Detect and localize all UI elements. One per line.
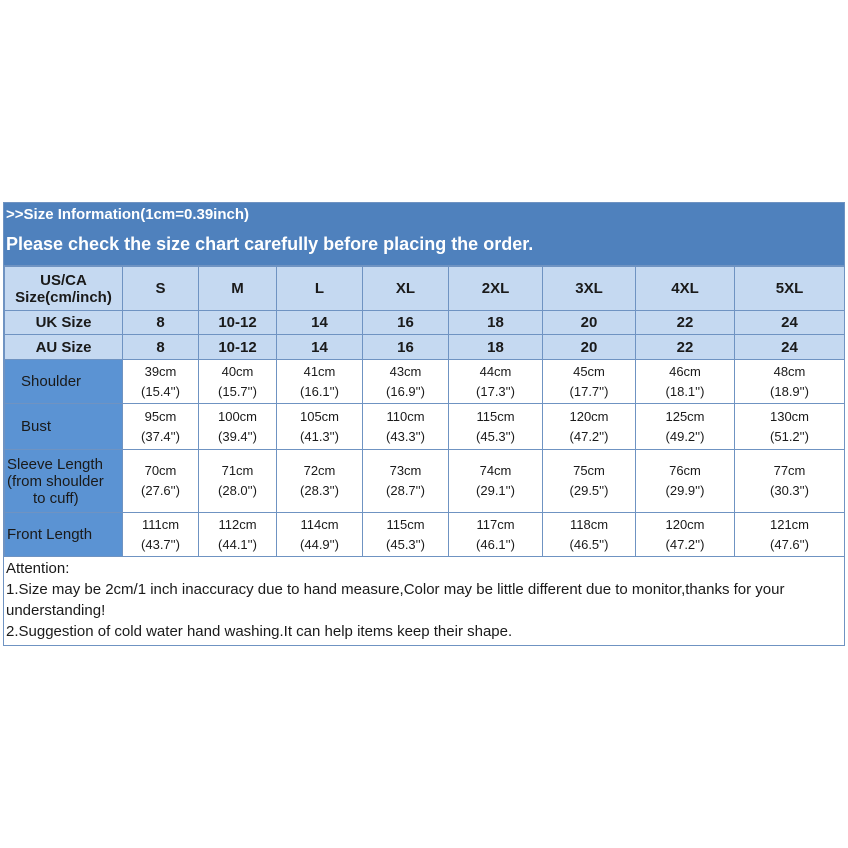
size-header-row xyxy=(5,311,845,335)
cm-value: 112cm xyxy=(218,516,257,532)
cm-value: 46cm xyxy=(669,363,701,379)
row-label xyxy=(5,267,123,311)
measurement-cell xyxy=(543,513,636,557)
size-table xyxy=(4,266,845,557)
size-value-cell: 8 xyxy=(123,311,199,335)
measurement-cell xyxy=(199,450,277,513)
measurement-cell xyxy=(449,360,543,404)
cm-value: 118cm xyxy=(569,516,609,532)
cm-value: 71cm xyxy=(221,463,254,478)
cm-value: 95cm xyxy=(144,408,177,424)
size-info-banner xyxy=(4,203,844,266)
inch-value: (45.3'') xyxy=(476,428,515,444)
measurement-label xyxy=(5,360,123,404)
measurement-cell xyxy=(363,404,449,450)
cm-value: 76cm xyxy=(669,463,701,478)
cm-value: 75cm xyxy=(573,463,605,478)
inch-value: (29.5'') xyxy=(569,483,609,498)
cm-value: 100cm xyxy=(217,408,258,424)
cm-value: 111cm xyxy=(141,516,180,532)
size-value-cell: 10-12 xyxy=(199,335,277,360)
inch-value: (47.2'') xyxy=(569,428,609,444)
row-label-line: AU Size xyxy=(35,338,92,356)
cm-value: 48cm xyxy=(773,363,806,379)
cm-value: 43cm xyxy=(389,363,422,379)
measurement-cell xyxy=(123,360,199,404)
inch-value: (18.1'') xyxy=(665,383,705,399)
measurement-cell xyxy=(449,404,543,450)
measurement-cell xyxy=(449,450,543,513)
cm-value: 41cm xyxy=(303,363,336,379)
cm-value: 45cm xyxy=(573,363,605,379)
measurement-cell xyxy=(735,360,845,404)
inch-value: (16.9'') xyxy=(386,383,425,399)
inch-value: (51.2'') xyxy=(770,428,809,444)
size-value-cell: 4XL xyxy=(636,267,735,311)
inch-value: (43.3'') xyxy=(386,428,425,444)
inch-value: (43.7'') xyxy=(141,536,180,552)
size-value-cell: 18 xyxy=(449,311,543,335)
size-value-cell: 8 xyxy=(123,335,199,360)
inch-value: (39.4'') xyxy=(218,428,257,444)
inch-value: (18.9'') xyxy=(770,383,809,399)
measurement-label xyxy=(5,513,123,557)
inch-value: (28.3'') xyxy=(300,483,339,498)
measurement-cell xyxy=(636,360,735,404)
measurement-cell xyxy=(277,404,363,450)
inch-value: (17.3'') xyxy=(476,383,515,399)
size-info-title: >>Size Information(1cm=0.39inch) xyxy=(6,206,249,223)
note-item: 1.Size may be 2cm/1 inch inaccuracy due to hand measure,Color may be little different due to monitor,thanks for your understanding! xyxy=(6,581,785,619)
cm-value: 117cm xyxy=(476,516,515,532)
measurement-cell xyxy=(636,450,735,513)
inch-value: (46.1'') xyxy=(476,536,515,552)
cm-value: 105cm xyxy=(299,408,340,424)
size-value-cell: 20 xyxy=(543,335,636,360)
inch-value: (49.2'') xyxy=(665,428,705,444)
cm-value: 110cm xyxy=(386,408,425,424)
cm-value: 73cm xyxy=(389,463,422,478)
row-label-line: Size(cm/inch) xyxy=(15,288,112,306)
cm-value: 115cm xyxy=(476,408,515,424)
cm-value: 40cm xyxy=(221,363,254,379)
inch-value: (29.9'') xyxy=(665,483,705,498)
size-value-cell: 20 xyxy=(543,311,636,335)
cm-value: 115cm xyxy=(386,516,425,532)
size-value-cell: 16 xyxy=(363,311,449,335)
measurement-cell xyxy=(363,360,449,404)
measurement-label xyxy=(5,404,123,450)
inch-value: (27.6'') xyxy=(141,483,180,498)
size-header-row xyxy=(5,267,845,311)
cm-value: 39cm xyxy=(144,363,177,379)
attention-notes xyxy=(4,557,844,645)
measurement-cell xyxy=(277,513,363,557)
inch-value: (16.1'') xyxy=(300,383,339,399)
inch-value: (28.0'') xyxy=(218,483,257,498)
measurement-cell xyxy=(277,450,363,513)
measurement-cell xyxy=(199,513,277,557)
inch-value: (47.6'') xyxy=(770,536,809,552)
inch-value: (17.7'') xyxy=(569,383,609,399)
measurement-cell xyxy=(735,513,845,557)
measurement-cell xyxy=(199,404,277,450)
size-value-cell: 22 xyxy=(636,311,735,335)
size-value-cell: 18 xyxy=(449,335,543,360)
size-value-cell: 2XL xyxy=(449,267,543,311)
size-value-cell: 24 xyxy=(735,311,845,335)
inch-value: (15.4'') xyxy=(141,383,180,399)
measurement-row xyxy=(5,404,845,450)
size-value-cell: 5XL xyxy=(735,267,845,311)
cm-value: 125cm xyxy=(665,408,705,424)
size-chart xyxy=(3,202,845,646)
measurement-label-line: Sleeve Length xyxy=(7,455,103,473)
cm-value: 74cm xyxy=(479,463,512,478)
cm-value: 114cm xyxy=(300,516,339,532)
inch-value: (37.4'') xyxy=(141,428,180,444)
cm-value: 130cm xyxy=(769,408,810,424)
inch-value: (28.7'') xyxy=(386,483,425,498)
cm-value: 120cm xyxy=(569,408,609,424)
size-value-cell: 14 xyxy=(277,335,363,360)
inch-value: (47.2'') xyxy=(665,536,705,552)
size-value-cell: M xyxy=(199,267,277,311)
measurement-cell xyxy=(543,450,636,513)
cm-value: 77cm xyxy=(773,463,806,478)
size-value-cell: XL xyxy=(363,267,449,311)
measurement-label-line: Front Length xyxy=(7,526,93,543)
inch-value: (44.1'') xyxy=(218,536,257,552)
size-value-cell: 14 xyxy=(277,311,363,335)
measurement-cell xyxy=(636,513,735,557)
row-label-line: US/CA xyxy=(40,271,87,289)
measurement-cell xyxy=(277,360,363,404)
note-item: 2.Suggestion of cold water hand washing.It can help items keep their shape. xyxy=(6,623,513,640)
measurement-cell xyxy=(543,360,636,404)
cm-value: 70cm xyxy=(144,463,177,478)
measurement-cell xyxy=(199,360,277,404)
measurement-cell xyxy=(363,513,449,557)
size-value-cell: 3XL xyxy=(543,267,636,311)
cm-value: 44cm xyxy=(479,363,512,379)
inch-value: (29.1'') xyxy=(476,483,515,498)
size-value-cell: S xyxy=(123,267,199,311)
measurement-cell xyxy=(123,404,199,450)
inch-value: (45.3'') xyxy=(386,536,425,552)
inch-value: (44.9'') xyxy=(300,536,339,552)
size-value-cell: 22 xyxy=(636,335,735,360)
measurement-row xyxy=(5,450,845,513)
measurement-cell xyxy=(123,513,199,557)
cm-value: 121cm xyxy=(769,516,810,532)
size-value-cell: 10-12 xyxy=(199,311,277,335)
measurement-cell xyxy=(735,450,845,513)
measurement-label-line: to cuff) xyxy=(33,489,79,507)
inch-value: (46.5'') xyxy=(569,536,609,552)
measurement-cell xyxy=(543,404,636,450)
measurement-row xyxy=(5,360,845,404)
measurement-label xyxy=(5,450,123,513)
measurement-label-line: Shoulder xyxy=(21,373,82,390)
measurement-cell xyxy=(636,404,735,450)
inch-value: (15.7'') xyxy=(218,383,257,399)
measurement-label-line: Bust xyxy=(21,418,52,435)
cm-value: 120cm xyxy=(665,516,705,532)
size-value-cell: L xyxy=(277,267,363,311)
row-label xyxy=(5,311,123,335)
row-label xyxy=(5,335,123,360)
size-value-cell: 24 xyxy=(735,335,845,360)
cm-value: 72cm xyxy=(303,463,336,478)
measurement-cell xyxy=(363,450,449,513)
measurement-row xyxy=(5,513,845,557)
measurement-cell xyxy=(123,450,199,513)
size-header-row xyxy=(5,335,845,360)
measurement-cell xyxy=(449,513,543,557)
measurement-label-line: (from shoulder xyxy=(7,472,104,490)
size-check-notice: Please check the size chart carefully before placing the order. xyxy=(6,234,534,254)
notes-title: Attention: xyxy=(6,560,70,577)
row-label-line: UK Size xyxy=(35,314,92,331)
size-value-cell: 16 xyxy=(363,335,449,360)
inch-value: (41.3'') xyxy=(300,428,339,444)
measurement-cell xyxy=(735,404,845,450)
inch-value: (30.3'') xyxy=(770,483,809,498)
